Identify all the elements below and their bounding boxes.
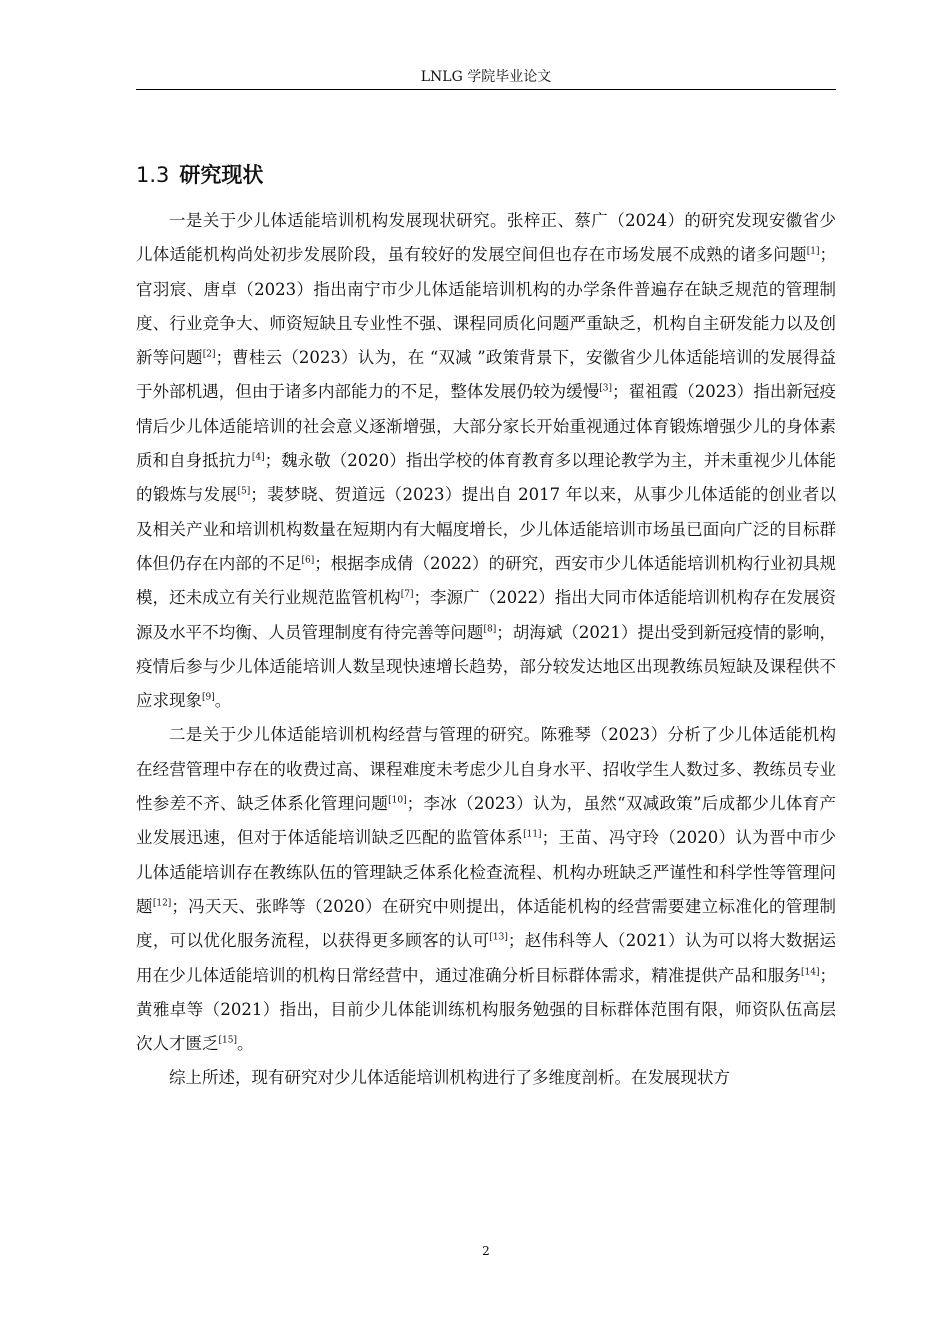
- paragraph-text: ；李源广（2022）指出大同市体适能培训机构存在发展资源及水平不均衡、人员管理制度有待完善等问题: [136, 588, 836, 642]
- citation-marker: [12]: [152, 898, 172, 909]
- paragraph-text: ；裴梦晓、贺道远（2023）提出自 2017 年以来，从事少儿体适能的创业者以及相关产业和培训机构数量在短期内有大幅度增长，少儿体适能培训市场虽已面向广泛的目标群体但仍存在内部的不足: [136, 485, 836, 573]
- page-number: 2: [482, 1244, 490, 1258]
- body-paragraph: [136, 1061, 836, 1095]
- page-header: LNLG 学院毕业论文: [420, 69, 552, 85]
- section-number: 1.3: [136, 163, 170, 187]
- citation-marker: [4]: [251, 452, 265, 463]
- paragraph-text: 。: [236, 1034, 254, 1054]
- section-heading: [136, 160, 263, 190]
- paragraph-text: 一是关于少儿体适能培训机构发展现状研究。张梓正、蔡广（2024）的研究发现安徽省少儿体适能机构尚处初步发展阶段，虽有较好的发展空间但也存在市场发展不成熟的诸多问题: [136, 211, 836, 265]
- citation-marker: [14]: [801, 967, 820, 978]
- paragraph-text: ；黄雅卓等（2021）指出，目前少儿体能训练机构服务勉强的目标群体范围有限，师资队伍高层次人才匮乏: [136, 965, 836, 1054]
- paragraph-text: 二是关于少儿体适能培训机构经营与管理的研究。陈雅琴（2023）分析了少儿体适能机构在经营管理中存在的收费过高、课程难度未考虑少儿自身水平、招收学生人数过多、教练员专业性参差不齐、缺乏体系化管理问题: [136, 725, 836, 814]
- citation-marker: [11]: [523, 829, 542, 840]
- body-paragraph: [136, 204, 836, 718]
- citation-marker: [7]: [400, 589, 414, 600]
- paragraph-text: ；王苗、冯守玲（2020）认为晋中市少儿体适能培训存在教练队伍的管理缺乏体系化检查流程、机构办班缺乏严谨性和科学性等管理问题: [136, 828, 836, 916]
- header-divider: [136, 89, 836, 90]
- paragraph-text: ；曹桂云（2023）认为，在 “双减 ”政策背景下，安徽省少儿体适能培训的发展得益于外部机遇，但由于诸多内部能力的不足，整体发展仍较为缓慢: [136, 348, 837, 402]
- paragraph-text: ；赵伟科等人（2021）认为可以将大数据运用在少儿体适能培训的机构日常经营中，通过准确分析目标群体需求，精准提供产品和服务: [136, 931, 836, 985]
- citation-marker: [10]: [388, 795, 407, 806]
- paragraph-text: ；根据李成倩（2022）的研究，西安市少儿体适能培训机构行业初具规模，还未成立有关行业规范监管机构: [136, 553, 836, 608]
- paragraph-text: ；魏永敬（2020）指出学校的体育教育多以理论教学为主，并未重视少儿体能的锻炼与发展: [136, 451, 837, 505]
- citation-marker: [2]: [202, 349, 216, 360]
- citation-marker: [13]: [489, 932, 508, 943]
- body-paragraph: [136, 718, 836, 1061]
- citation-marker: [9]: [202, 692, 215, 703]
- citation-marker: [5]: [237, 486, 251, 497]
- citation-marker: [3]: [599, 383, 613, 394]
- paragraph-text: ；翟祖霞（2023）指出新冠疫情后少儿体适能培训的社会意义逐渐增强，大部分家长开始重视通过体育锻炼增强少儿的身体素质和自身抵抗力: [136, 382, 837, 471]
- paragraph-text: 。: [214, 691, 232, 711]
- citation-marker: [1]: [806, 246, 820, 257]
- citation-marker: [8]: [483, 624, 497, 635]
- paragraph-text: ；李冰（2023）认为，虽然“双减政策”后成都少儿体育产业发展迅速，但对于体适能培训缺乏匹配的监管体系: [136, 794, 836, 848]
- paragraph-text: ；冯天天、张晔等（2020）在研究中则提出，体适能机构的经营需要建立标准化的管理制度，可以优化服务流程，以获得更多顾客的认可: [136, 896, 837, 951]
- paragraph-text: ；官羽宸、唐卓（2023）指出南宁市少儿体适能培训机构的办学条件普遍存在缺乏规范的管理制度、行业竞争大、师资短缺且专业性不强、课程同质化问题严重缺乏，机构自主研发能力以及创新等问题: [136, 245, 836, 368]
- body-text: [136, 204, 836, 1096]
- citation-marker: [15]: [218, 1035, 237, 1046]
- citation-marker: [6]: [301, 555, 315, 566]
- paragraph-text: 综上所述，现有研究对少儿体适能培训机构进行了多维度剖析。在发展现状方: [169, 1068, 730, 1088]
- paragraph-text: ；胡海斌（2021）提出受到新冠疫情的影响，疫情后参与少儿体适能培训人数呈现快速增长趋势，部分较发达地区出现教练员短缺及课程供不应求现象: [136, 622, 837, 711]
- section-title: 研究现状: [179, 163, 264, 187]
